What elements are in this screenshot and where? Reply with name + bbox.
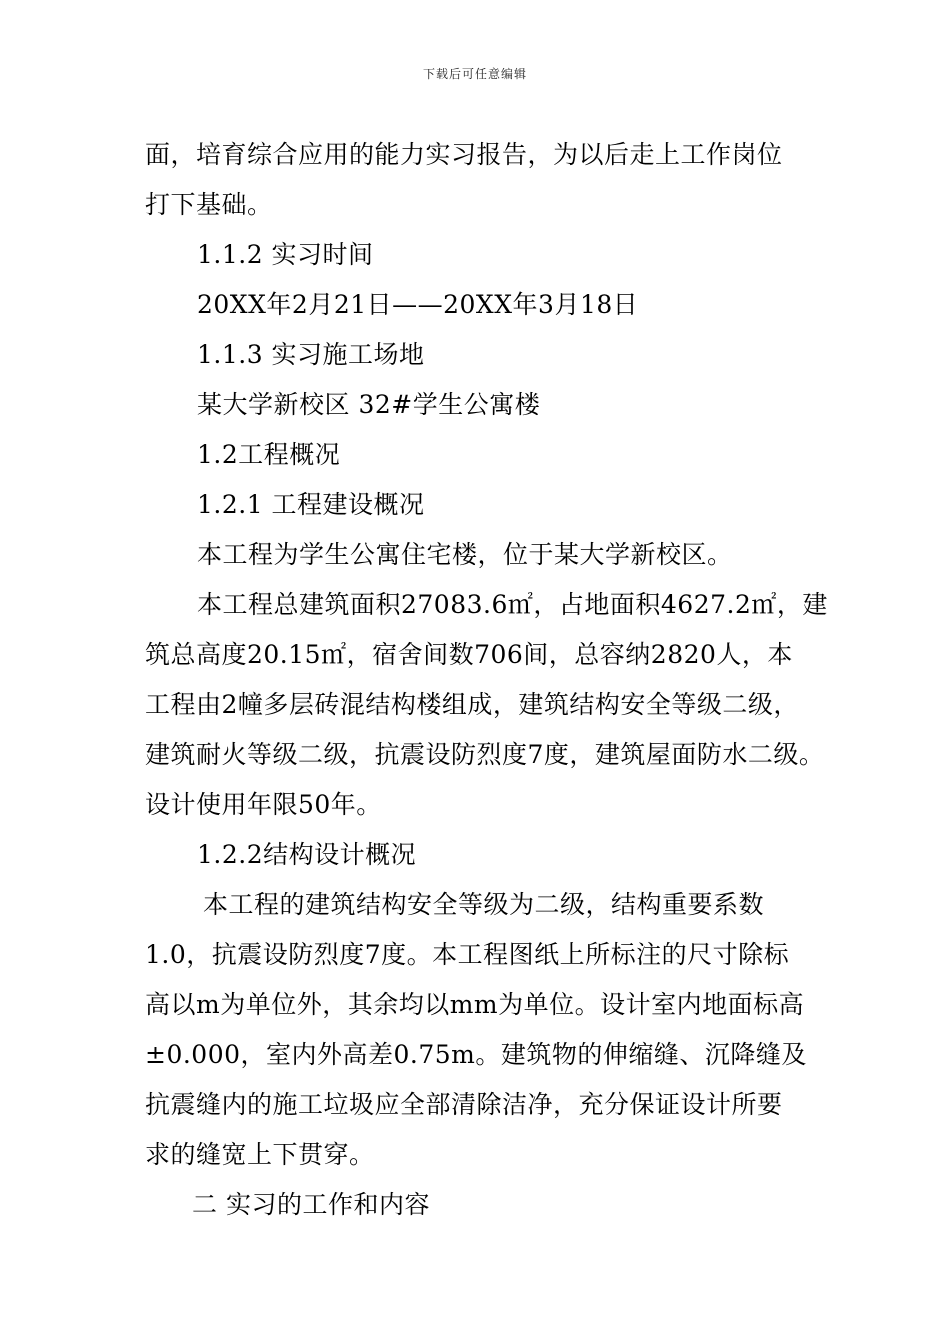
paragraph-line: 建筑耐火等级二级，抗震设防烈度7度，建筑屋面防水二级。 bbox=[145, 740, 825, 769]
paragraph-line: 求的缝宽上下贯穿。 bbox=[145, 1140, 375, 1169]
page-header: 下载后可任意编辑 bbox=[422, 67, 527, 81]
paragraph-line: 本工程总建筑面积27083.6㎡，占地面积4627.2㎡，建 bbox=[197, 590, 828, 619]
paragraph-line: 本工程为学生公寓住宅楼，位于某大学新校区。 bbox=[197, 540, 733, 569]
paragraph-line: 抗震缝内的施工垃圾应全部清除洁净，充分保证设计所要 bbox=[145, 1090, 783, 1119]
paragraph-line: 设计使用年限50年。 bbox=[145, 790, 382, 819]
paragraph-line: 面，培育综合应用的能力实习报告，为以后走上工作岗位 bbox=[145, 140, 783, 169]
section-heading: 1.2.1 工程建设概况 bbox=[197, 490, 425, 519]
paragraph-line: 本工程的建筑结构安全等级为二级，结构重要系数 bbox=[203, 890, 765, 919]
section-heading: 1.2工程概况 bbox=[197, 440, 341, 469]
paragraph-line: 打下基础。 bbox=[145, 190, 273, 219]
section-heading: 1.2.2结构设计概况 bbox=[197, 840, 417, 869]
paragraph-line: 高以m为单位外，其余均以mm为单位。设计室内地面标高 bbox=[145, 990, 805, 1019]
chapter-heading: 二 实习的工作和内容 bbox=[192, 1190, 430, 1219]
paragraph-line: 1.0，抗震设防烈度7度。本工程图纸上所标注的尺寸除标 bbox=[145, 940, 790, 969]
paragraph-line: 20XX年2月21日——20XX年3月18日 bbox=[197, 290, 639, 319]
paragraph-line: 工程由2幢多层砖混结构楼组成，建筑结构安全等级二级， bbox=[145, 690, 799, 719]
paragraph-line: 某大学新校区 32#学生公寓楼 bbox=[197, 390, 541, 419]
paragraph-line: ±0.000，室内外高差0.75m。建筑物的伸缩缝、沉降缝及 bbox=[145, 1040, 807, 1069]
section-heading: 1.1.2 实习时间 bbox=[197, 240, 374, 269]
document-body bbox=[145, 130, 828, 1230]
paragraph-line: 筑总高度20.15㎡，宿舍间数706间，总容纳2820人，本 bbox=[145, 640, 793, 669]
section-heading: 1.1.3 实习施工场地 bbox=[197, 340, 425, 369]
